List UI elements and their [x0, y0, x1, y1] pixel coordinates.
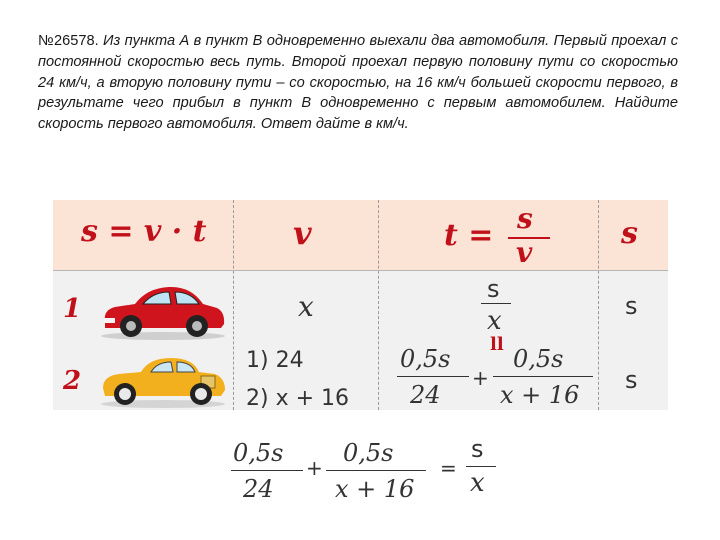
header-t-den: v: [516, 236, 533, 269]
row-1-v: x: [298, 290, 314, 323]
eq-f2-den: x + 16: [335, 475, 415, 503]
row-2-s: s: [625, 366, 638, 394]
solution-table: [53, 200, 668, 410]
eq-f1-fraction-bar: [231, 470, 303, 471]
eq-plus: +: [306, 456, 323, 480]
row-1-t-den: x: [487, 306, 502, 336]
red-car-icon: [97, 282, 229, 340]
equal-sign-vertical: ll: [490, 334, 504, 355]
eq-equals: =: [440, 456, 457, 480]
row-1-t-num: s: [487, 275, 500, 303]
column-divider: [233, 200, 234, 410]
eq-f1-den: 24: [243, 475, 274, 503]
row-divider: [53, 270, 668, 271]
header-t-lhs: t =: [444, 218, 494, 253]
eq-f3-fraction-bar: [466, 466, 496, 467]
problem-text: [38, 31, 678, 135]
eq-f1-num: 0,5s: [233, 439, 284, 467]
yellow-retro-car-icon: [97, 350, 229, 408]
row-2-t2-den: x + 16: [500, 381, 580, 409]
column-divider: [378, 200, 379, 410]
row-1-label: 1: [63, 294, 82, 324]
header-v: v: [293, 214, 312, 252]
problem-body: Из пункта А в пункт В одновременно выехали два автомобиля. Первый проехал с постоянной скоростью весь путь. Второй проехал первую половину пути со скоростью 24 км/ч, а вторую половину пути – со скоростью, на 16 км/ч большей скорости первого, в результате чего прибыл в пункт В одновременно с первым автомобилем. Найдите скорость первого автомобиля. Ответ дайте в км/ч.: [38, 33, 678, 133]
row-2-t1-fraction-bar: [397, 376, 469, 377]
row-2-label: 2: [63, 366, 82, 396]
eq-f2-num: 0,5s: [343, 439, 394, 467]
row-2-plus: +: [472, 366, 489, 390]
row-2-v-line2: 2) x + 16: [246, 386, 350, 411]
header-s: s: [621, 216, 638, 251]
row-2-t1-den: 24: [410, 381, 441, 409]
row-2-v-line1: 1) 24: [246, 348, 304, 373]
header-t-num: s: [517, 202, 533, 235]
problem-number: №26578.: [38, 33, 99, 49]
row-2-t2-num: 0,5s: [513, 345, 564, 373]
row-1-fraction-bar: [481, 303, 511, 304]
eq-f3-den: x: [470, 468, 485, 498]
row-2-t1-num: 0,5s: [400, 345, 451, 373]
column-divider: [598, 200, 599, 410]
row-1-s: s: [625, 292, 638, 320]
eq-f3-num: s: [471, 435, 484, 463]
eq-f2-fraction-bar: [326, 470, 426, 471]
header-formula: s = v · t: [81, 214, 207, 249]
row-2-t2-fraction-bar: [493, 376, 593, 377]
